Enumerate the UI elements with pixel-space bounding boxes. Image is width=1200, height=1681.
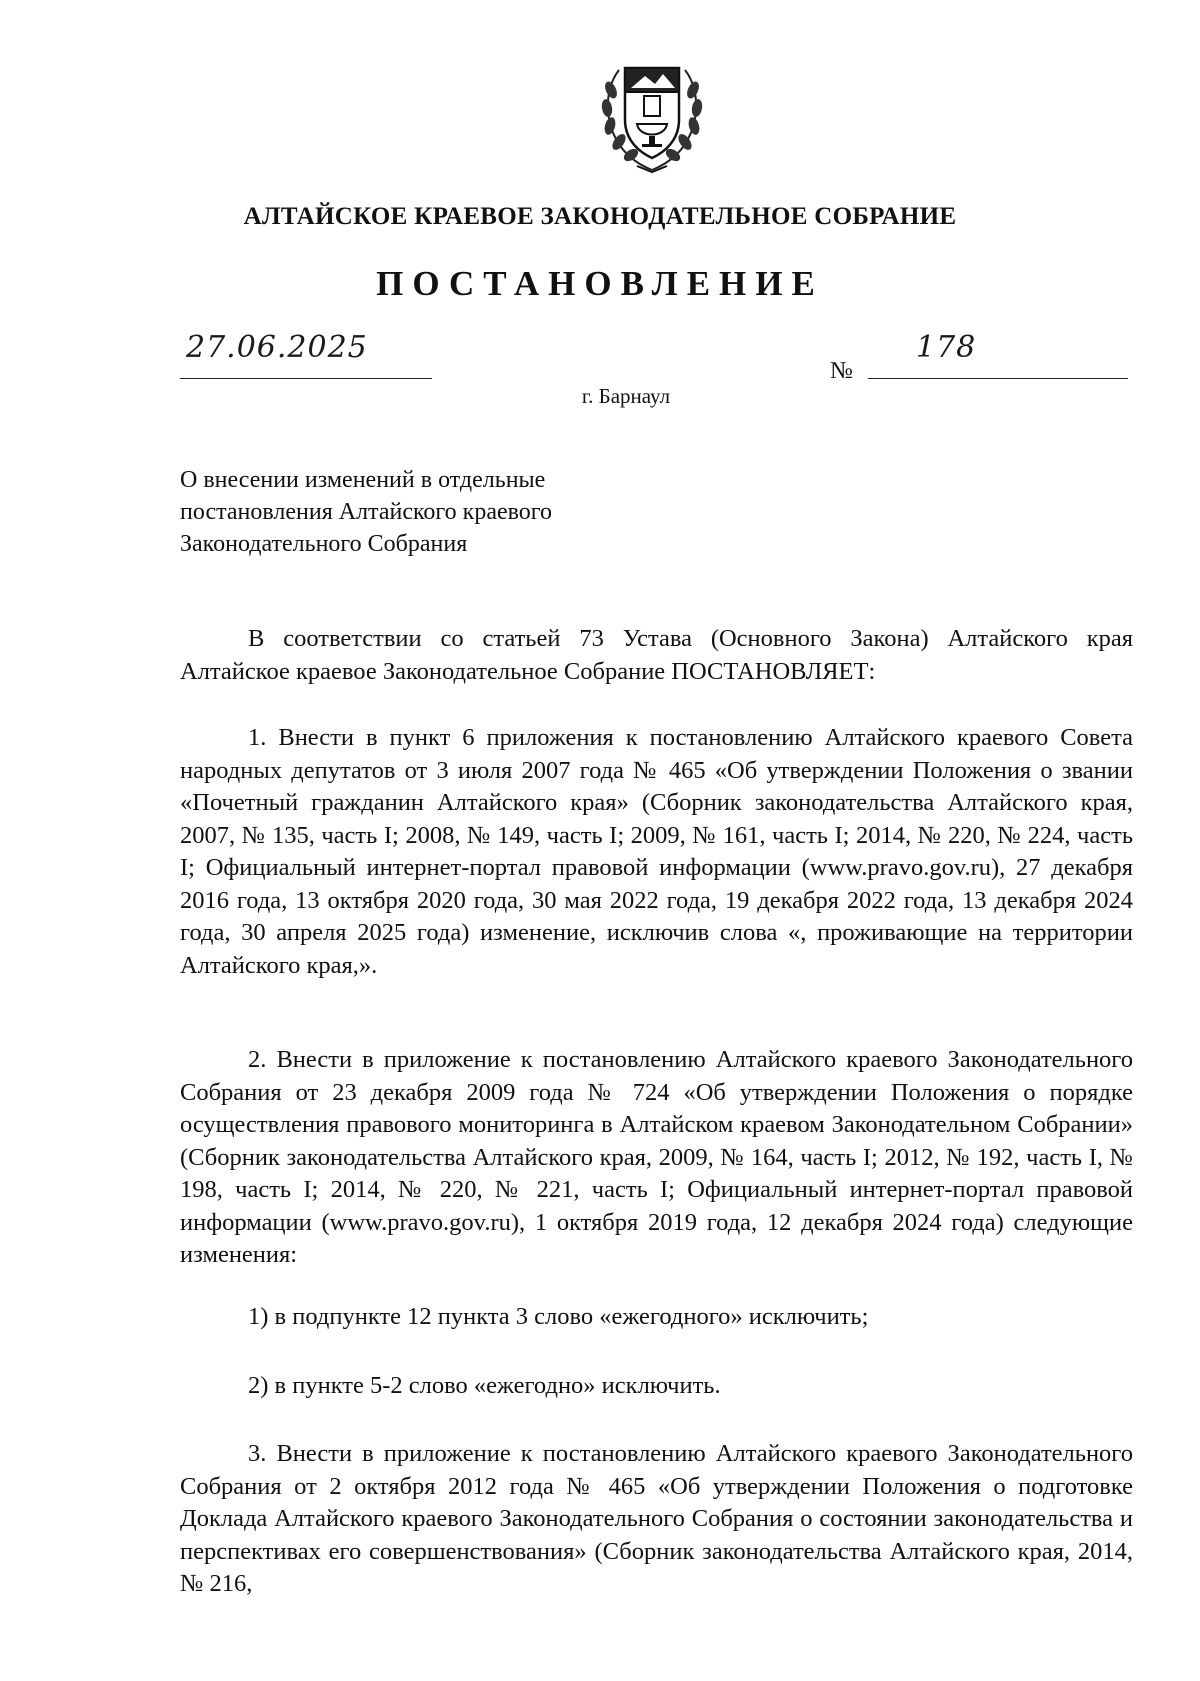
- preamble-text: В соответствии со статьей 73 Устава (Основного Закона) Алтайского края Алтайское краевое Законодательное Собрание ПОСТАНОВЛЯЕТ:: [180, 625, 1133, 685]
- date-handwritten: 27.06.2025: [186, 330, 368, 365]
- item-3-text: 3. Внести в приложение к постановлению Алтайского краевого Законодательного Собрания от 2 октября 2012 года № 465 «Об утверждении Положения о подготовке Доклада Алтайского краевого Законодательного Собрания о состоянии законодательства и перспективах его совершенствования» (Сборник законодательства Алтайского края, 2014, № 216,: [180, 1440, 1133, 1597]
- coat-of-arms-emblem-icon: [597, 50, 707, 176]
- preamble-paragraph: [180, 623, 1133, 688]
- city-name: г. Барнаул: [581, 384, 671, 408]
- organization-name: АЛТАЙСКОЕ КРАЕВОЕ ЗАКОНОДАТЕЛЬНОЕ СОБРАНИЕ: [243, 203, 957, 230]
- item-2-subitem-2: 2) в пункте 5-2 слово «ежегодно» исключить.: [248, 1372, 721, 1399]
- date-underline: [180, 378, 432, 379]
- document-type: ПОСТАНОВЛЕНИЕ: [376, 264, 824, 303]
- number-label: №: [830, 358, 853, 384]
- number-handwritten: 178: [916, 330, 977, 365]
- item-2-paragraph: [180, 1044, 1133, 1272]
- document-subject: О внесении изменений в отдельные постановления Алтайского краевого Законодательного Собрания: [180, 467, 553, 557]
- item-2-text: 2. Внести в приложение к постановлению Алтайского краевого Законодательного Собрания от 23 декабря 2009 года № 724 «Об утверждении Положения о порядке осуществления правового мониторинга в Алтайском краевом Законодательном Собрании» (Сборник законодательства Алтайского края, 2009, № 164, часть I; 2012, № 192, часть I, № 198, часть I; 2014, № 220, № 221, часть I; Официальный интернет-портал правовой информации (www.pravo.gov.ru), 1 октября 2019 года, 12 декабря 2024 года) следующие изменения:: [180, 1046, 1133, 1268]
- item-3-paragraph: [180, 1438, 1133, 1601]
- item-1-paragraph: [180, 722, 1133, 982]
- number-underline: [868, 378, 1128, 379]
- item-2-subitem-1: 1) в подпункте 12 пункта 3 слово «ежегодного» исключить;: [248, 1303, 869, 1330]
- item-1-text: 1. Внести в пункт 6 приложения к постановлению Алтайского краевого Совета народных депутатов от 3 июля 2007 года № 465 «Об утверждении Положения о звании «Почетный гражданин Алтайского края» (Сборник законодательства Алтайского края, 2007, № 135, часть I; 2008, № 149, часть I; 2009, № 161, часть I; 2014, № 220, № 224, часть I; Официальный интернет-портал правовой информации (www.pravo.gov.ru), 27 декабря 2016 года, 13 октября 2020 года, 30 мая 2022 года, 19 декабря 2022 года, 13 декабря 2024 года, 30 апреля 2025 года) изменение, исключив слова «, проживающие на территории Алтайского края,».: [180, 724, 1133, 979]
